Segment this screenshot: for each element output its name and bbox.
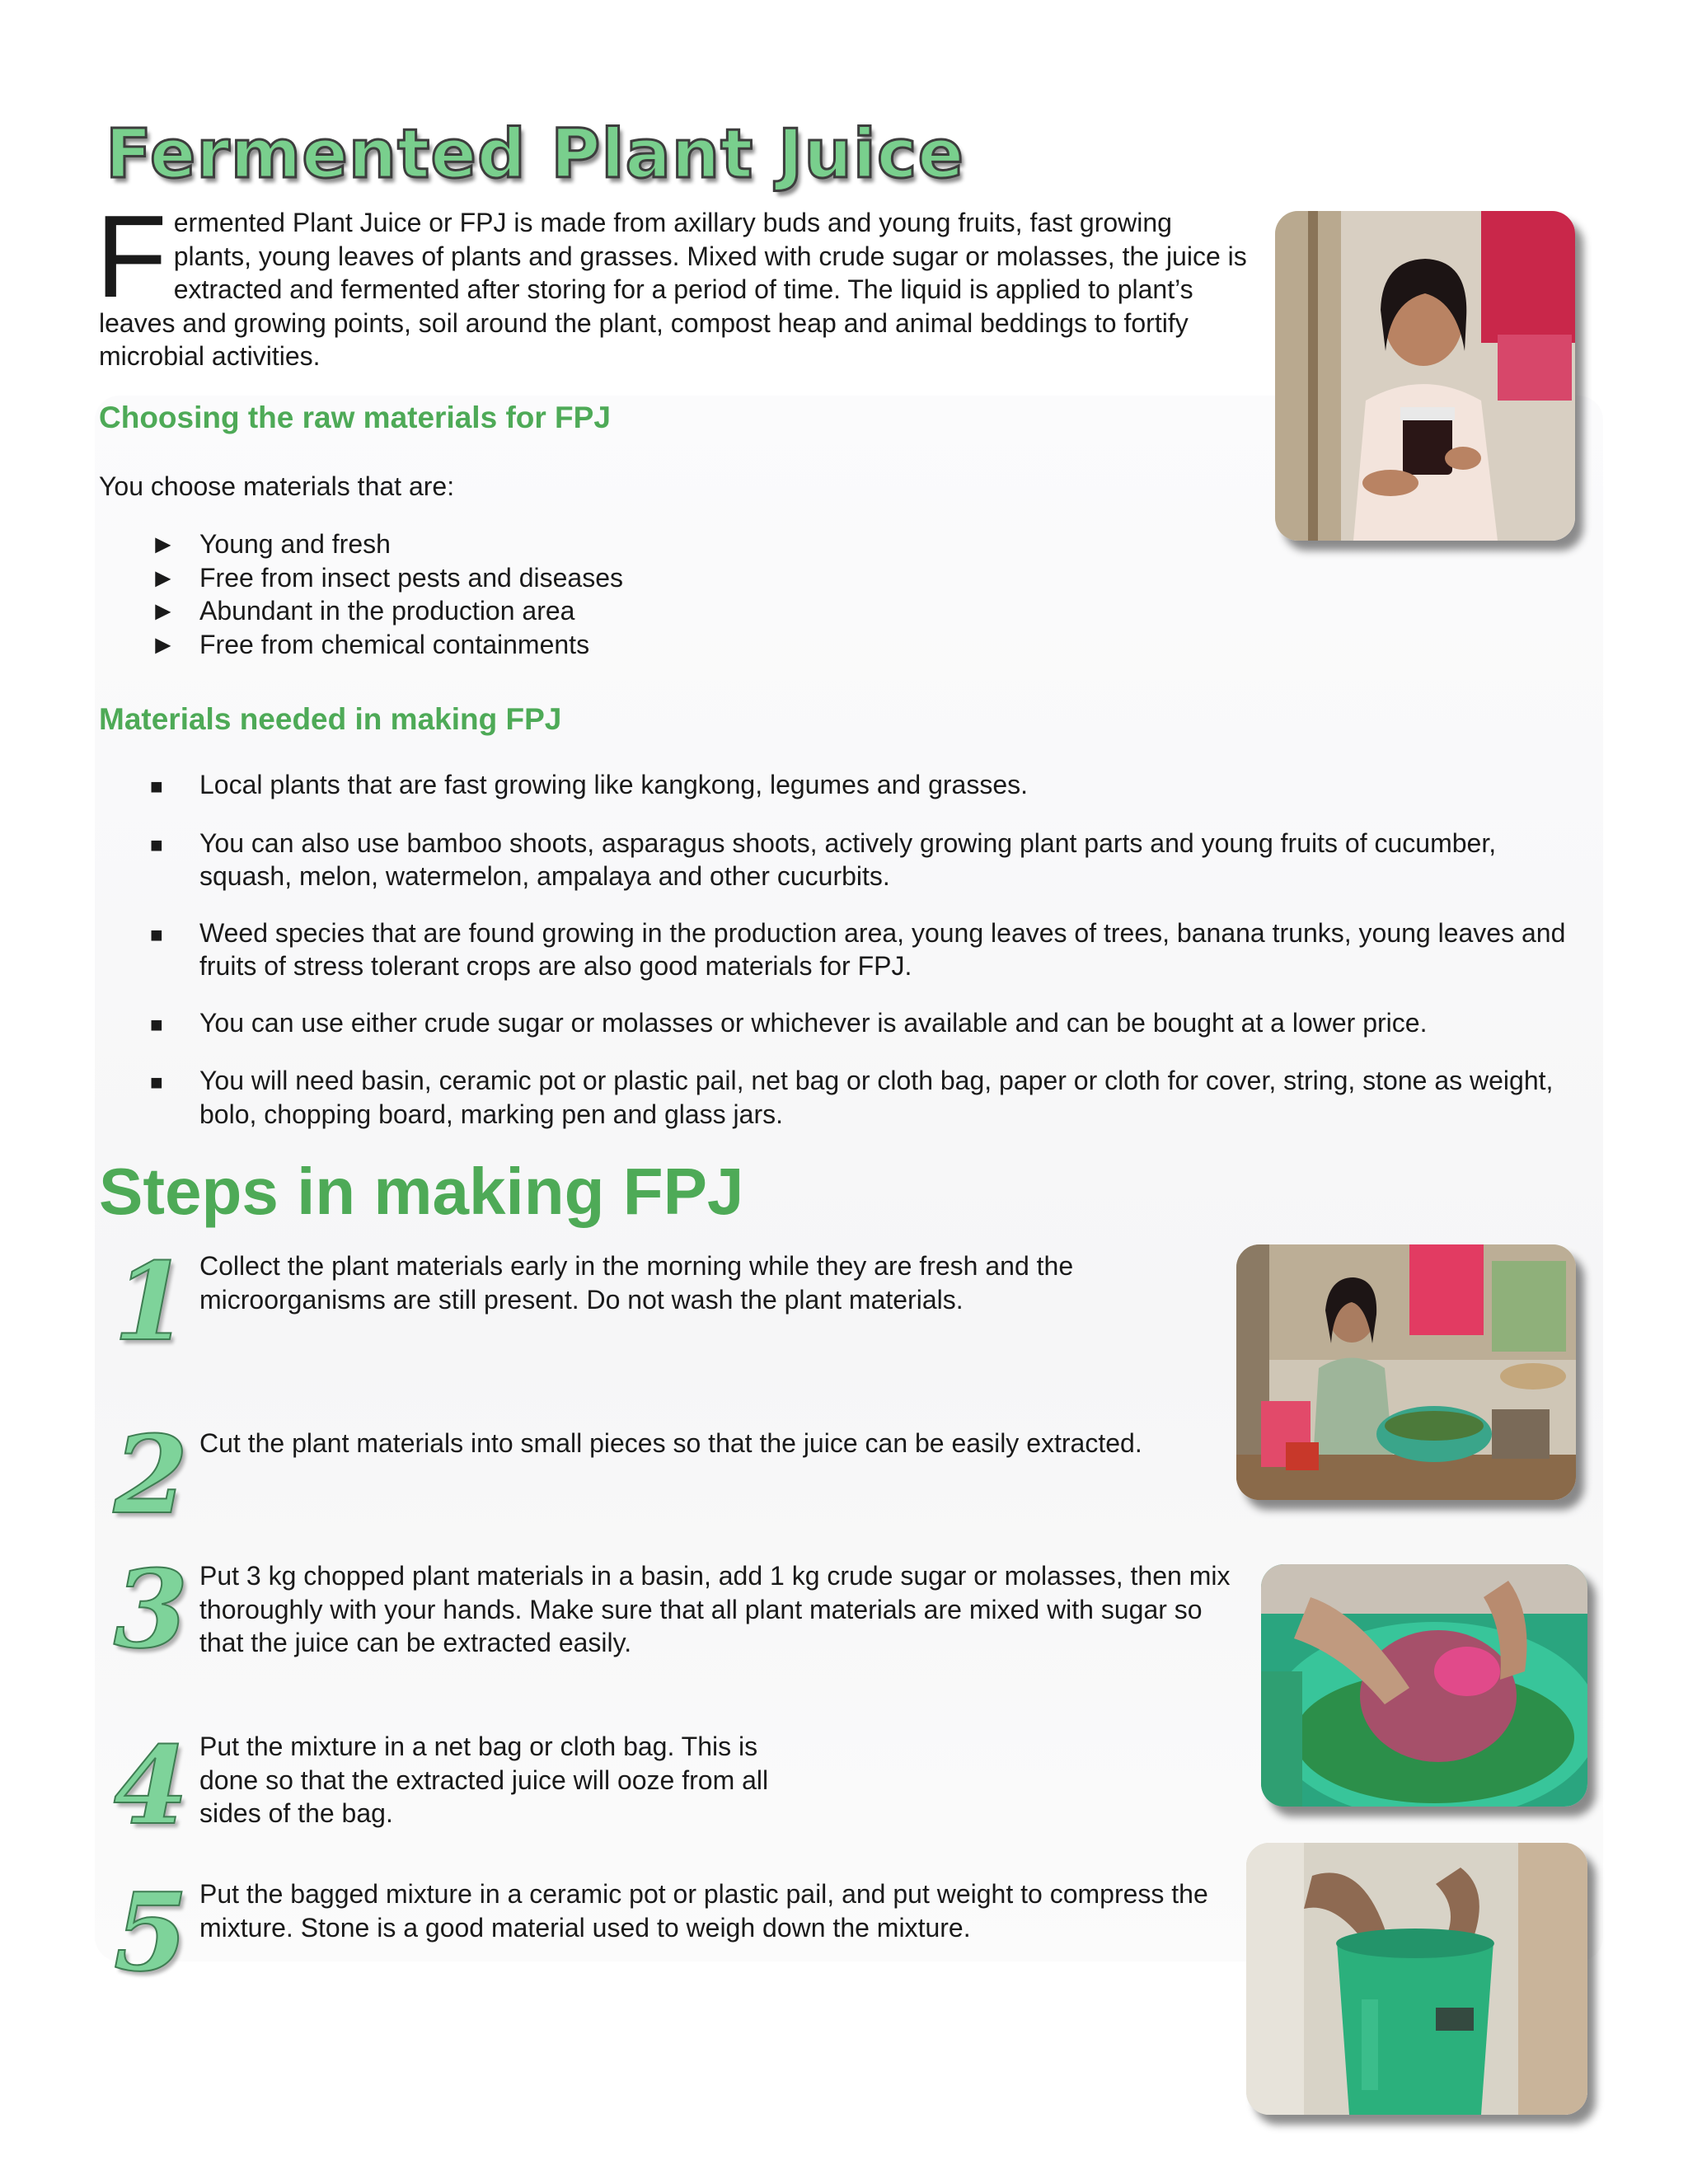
step-number-4: 4 [113,1722,189,1849]
step-number-1: 1 [113,1239,189,1365]
materials-list [150,768,1584,1154]
drop-cap: F [96,191,167,322]
materials-list-item [150,916,1584,983]
step-text-4: Put the mixture in a net bag or cloth bag. This is done so that the extracted juice will ooze from all sides of the bag. [199,1732,769,1828]
step-number-2: 2 [113,1412,189,1538]
choosing-item-text: Free from chemical containments [199,629,590,659]
square-bullet-icon: ■ [150,1011,163,1037]
materials-item-text: Local plants that are fast growing like kangkong, legumes and grasses. [199,770,1029,799]
kitchen-preparation-photo [1236,1244,1576,1500]
choosing-list [150,527,623,661]
arrow-bullet-icon: ► [150,629,176,659]
materials-item-text: Weed species that are found growing in the production area, young leaves of trees, banana trunks, young leaves and fruits of stress tolerant crops are also good materials for FPJ. [199,917,1566,981]
arrow-bullet-icon: ► [150,529,176,559]
materials-list-item [150,827,1584,893]
mixing-basin-photo [1261,1564,1587,1807]
page-title: Fermented Plant Juice [106,115,965,194]
step-text-1: Collect the plant materials early in the morning while they are fresh and the microorganisms are still present. Do not wash the plant materials. [199,1251,1074,1315]
square-bullet-icon: ■ [150,921,163,947]
choosing-item-text: Free from insect pests and diseases [199,562,624,593]
woman-with-jar-photo [1275,211,1575,541]
step-number-3: 3 [113,1546,189,1672]
choosing-item-text: Abundant in the production area [199,596,575,626]
choosing-list-item [150,527,623,561]
materials-list-item [150,1064,1584,1131]
square-bullet-icon: ■ [150,774,163,799]
choosing-list-item [150,628,623,662]
choosing-heading: Choosing the raw materials for FPJ [99,401,611,434]
materials-item-text: You can also use bamboo shoots, asparagus shoots, actively growing plant parts and young fruits of cucumber, squash, melon, watermelon, ampalaya and other cucurbits. [199,827,1497,891]
choosing-list-item [150,594,623,628]
pail-compress-photo [1246,1843,1587,2115]
materials-list-item [150,768,1584,804]
intro-text: ermented Plant Juice or FPJ is made from axillary buds and young fruits, fast growing plants, young leaves of plants and grasses. Mixed with crude sugar or molasses, the juice is extracted and fermented after storing for a period of time. The liquid is applied to plant’s leaves and growing points, soil around the plant, compost heap and animal beddings to fortify microbial activities. [99,208,1247,371]
intro-paragraph [96,191,1253,373]
choosing-item-text: Young and fresh [199,529,391,559]
square-bullet-icon: ■ [150,832,163,857]
choosing-lead: You choose materials that are: [99,471,455,501]
arrow-bullet-icon: ► [150,562,176,593]
arrow-bullet-icon: ► [150,596,176,626]
materials-item-text: You will need basin, ceramic pot or plastic pail, net bag or cloth bag, paper or cloth for cover, string, stone as weight, bolo, chopping board, marking pen and glass jars. [199,1066,1554,1129]
materials-heading: Materials needed in making FPJ [99,702,562,736]
steps-heading: Steps in making FPJ [99,1155,744,1228]
materials-list-item [150,1006,1584,1042]
step-text-3: Put 3 kg chopped plant materials in a basin, add 1 kg crude sugar or molasses, then mix thoroughly with your hands. Make sure that all plant materials are mixed with sugar so that the juice can be extracted easily. [199,1561,1231,1657]
step-number-5: 5 [113,1869,189,1995]
step-text-2: Cut the plant materials into small pieces so that the juice can be easily extracted. [199,1428,1142,1458]
materials-item-text: You can use either crude sugar or molasses or whichever is available and can be bought at a lower price. [199,1007,1428,1038]
square-bullet-icon: ■ [150,1070,163,1094]
step-text-5: Put the bagged mixture in a ceramic pot or plastic pail, and put weight to compress the mixture. Stone is a good material used to weigh down the mixture. [199,1879,1208,1943]
choosing-list-item [150,561,623,595]
